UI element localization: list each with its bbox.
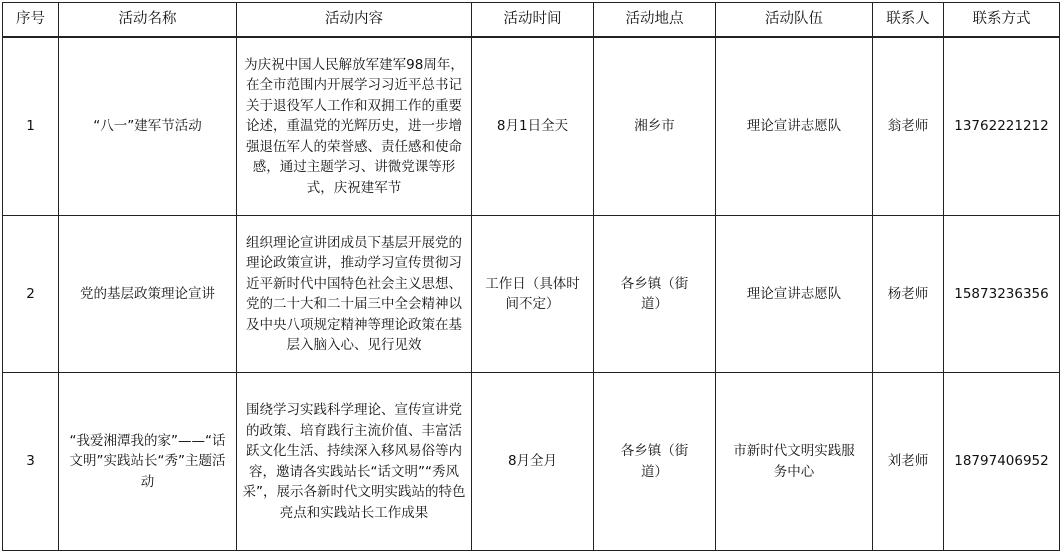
table-row xyxy=(3,215,1060,372)
cell-activity-time: 8月1日全天 xyxy=(472,37,594,215)
cell-phone: 18797406952 xyxy=(944,373,1060,551)
header-activity-place: 活动地点 xyxy=(594,3,716,38)
cell-index: 2 xyxy=(3,215,59,372)
activity-schedule-table xyxy=(2,2,1060,551)
header-phone: 联系方式 xyxy=(944,3,1060,38)
table-row xyxy=(3,37,1060,215)
header-activity-time: 活动时间 xyxy=(472,3,594,38)
activity-place-text: 各乡镇（街道） xyxy=(620,443,689,480)
header-contact: 联系人 xyxy=(873,3,944,38)
activity-place-text: 各乡镇（街道） xyxy=(620,275,689,312)
cell-activity-place: 湘乡市 xyxy=(594,37,716,215)
cell-contact: 杨老师 xyxy=(873,215,944,372)
cell-index: 3 xyxy=(3,373,59,551)
cell-activity-time: 8月全月 xyxy=(472,373,594,551)
cell-activity-time xyxy=(472,215,594,372)
activity-team-text: 市新时代文明实践服务中心 xyxy=(733,443,855,480)
cell-phone: 15873236356 xyxy=(944,215,1060,372)
cell-contact: 刘老师 xyxy=(873,373,944,551)
cell-activity-content: 为庆祝中国人民解放军建军98周年，在全市范围内开展学习习近平总书记关于退役军人工作和双拥工作的重要论述，重温党的光辉历史，进一步增强退伍军人的荣誉感、责任感和使命感，通过主题学习、讲微党课等形式，庆祝建军节 xyxy=(237,37,472,215)
table-header xyxy=(3,3,1060,38)
cell-activity-team: 理论宣讲志愿队 xyxy=(716,215,873,372)
activity-time-text: 工作日（具体时间不定） xyxy=(485,275,580,312)
header-index: 序号 xyxy=(3,3,59,38)
cell-activity-team: 理论宣讲志愿队 xyxy=(716,37,873,215)
cell-activity-name xyxy=(59,37,237,215)
activity-name-text: “我爱湘潭我的家”——“话文明”实践站长“秀”主题活动 xyxy=(69,432,226,490)
cell-activity-name xyxy=(59,373,237,551)
cell-activity-team xyxy=(716,373,873,551)
table-row xyxy=(3,373,1060,551)
cell-activity-place xyxy=(594,373,716,551)
cell-phone: 13762221212 xyxy=(944,37,1060,215)
cell-index: 1 xyxy=(3,37,59,215)
cell-contact: 翁老师 xyxy=(873,37,944,215)
cell-activity-content: 围绕学习实践科学理论、宣传宣讲党的政策、培育践行主流价值、丰富活跃文化生活、持续深入移风易俗等内容，邀请各实践站长“话文明”“秀风采”，展示各新时代文明实践站的特色亮点和实践站长工作成果 xyxy=(237,373,472,551)
cell-activity-place xyxy=(594,215,716,372)
header-activity-content: 活动内容 xyxy=(237,3,472,38)
activity-name-text: “八一”建军节活动 xyxy=(93,118,202,135)
header-activity-team: 活动队伍 xyxy=(716,3,873,38)
cell-activity-content: 组织理论宣讲团成员下基层开展党的理论政策宣讲，推动学习宣传贯彻习近平新时代中国特色社会主义思想、党的二十大和二十届三中全会精神以及中央八项规定精神等理论政策在基层入脑入心、见行见效 xyxy=(237,215,472,372)
cell-activity-name: 党的基层政策理论宣讲 xyxy=(59,215,237,372)
header-activity-name: 活动名称 xyxy=(59,3,237,38)
